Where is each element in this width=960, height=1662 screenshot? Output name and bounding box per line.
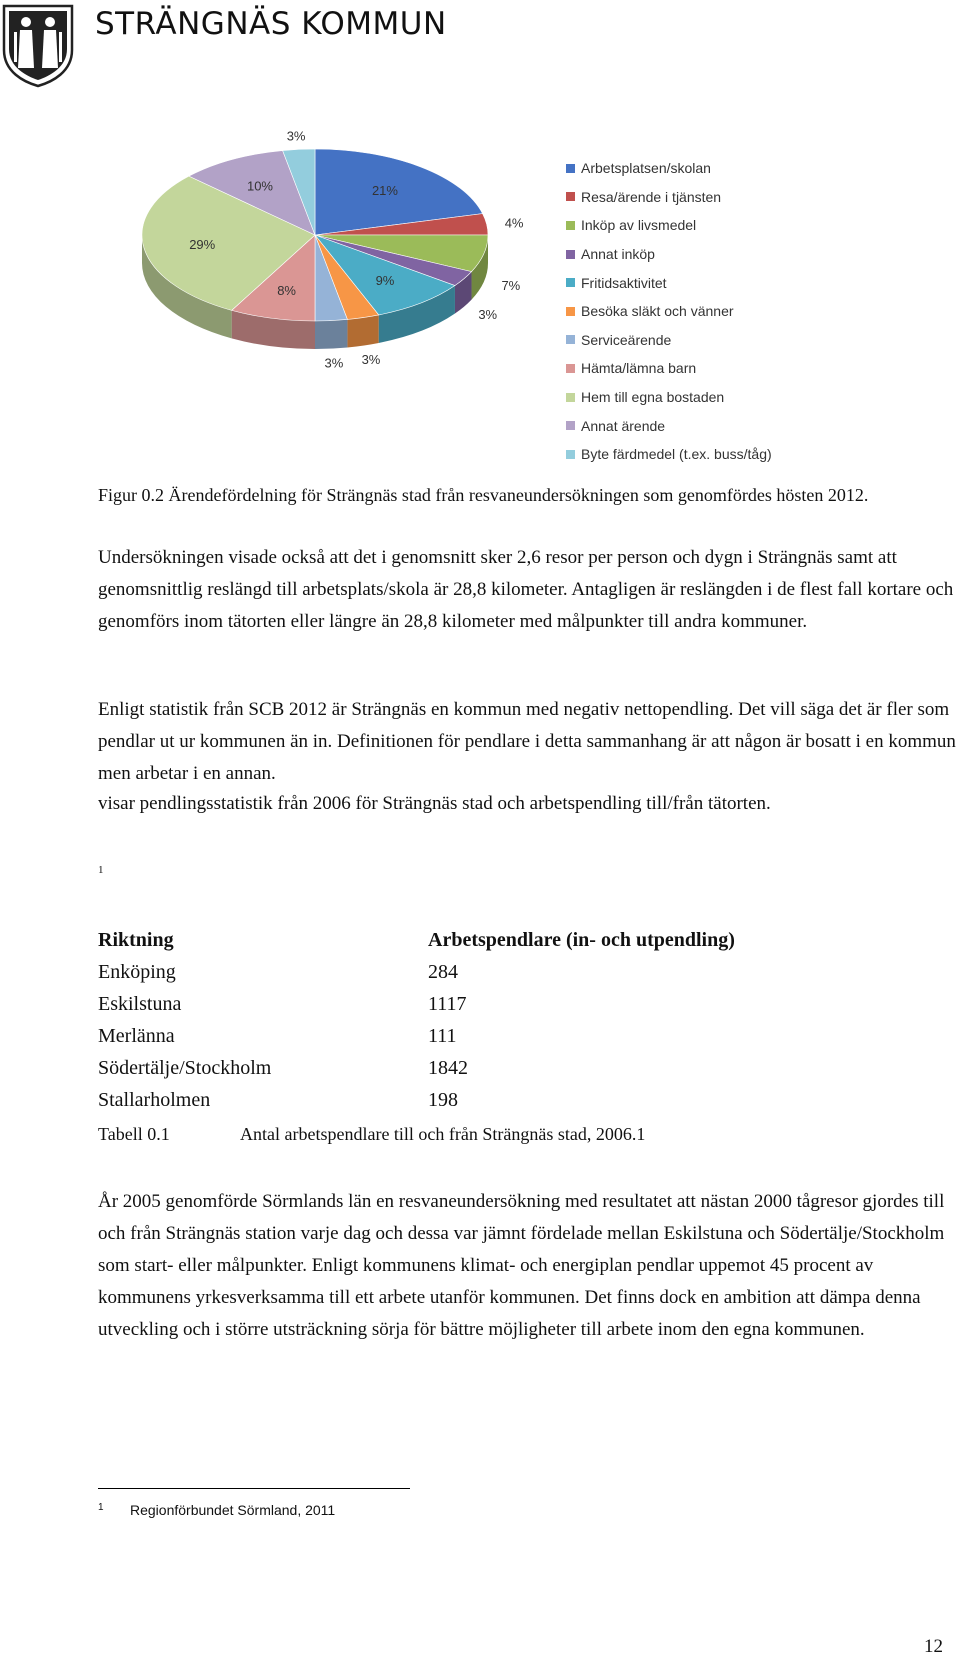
- legend-swatch: [566, 421, 575, 430]
- pie-data-label: 29%: [189, 236, 216, 252]
- commuter-table: [98, 924, 735, 1116]
- paragraph-commuting: Enligt statistik från SCB 2012 är Strängnäs en kommun med negativ nettopendling. Det vill säga det är fler som pendlar ut ur kommunen än in. Definitionen för pendlare i detta sammanhang är att någon är bosatt i en kommun men arbetar i en annan.: [98, 699, 956, 784]
- legend-swatch: [566, 450, 575, 459]
- footnote-divider: [98, 1488, 410, 1489]
- pie-data-label: 10%: [246, 178, 274, 194]
- legend-label: Hem till egna bostaden: [581, 389, 725, 406]
- legend-item: [566, 268, 772, 297]
- pie-data-label: 3%: [478, 306, 498, 322]
- pie-slice-side: [347, 315, 378, 348]
- legend-item: [566, 211, 772, 240]
- legend-item: [566, 297, 772, 326]
- page-number: 12: [924, 1636, 943, 1657]
- paragraph-statistics: visar pendlingsstatistik från 2006 för Strängnäs stad och arbetspendling till/från tätorten.: [98, 793, 771, 814]
- table-cell-count: 1842: [428, 1056, 468, 1079]
- table-cell-count: 111: [428, 1024, 457, 1047]
- legend-label: Annat ärende: [581, 417, 666, 434]
- municipal-coat-of-arms-icon: [0, 2, 76, 88]
- legend-label: Resa/ärende i tjänsten: [581, 188, 722, 205]
- legend-item: [566, 354, 772, 383]
- legend-swatch: [566, 364, 575, 373]
- table-row: [98, 1084, 735, 1116]
- pie-data-label: 7%: [501, 277, 521, 293]
- paragraph-survey-2005: År 2005 genomförde Sörmlands län en resvaneundersökning med resultatet att nästan 2000 tågresor gjordes till och från Strängnäs station varje dag och dessa var jämnt fördelade mellan Eskilstuna och Södertälje/Stockholm som start- eller målpunkter. Enligt kommunens klimat- och energiplan pendlar uppemot 45 procent av kommunens yrkesverksamma till ett arbete utanför kommunen. Det finns dock en ambition att dämpa denna utveckling och i större utsträckning sörja för bättre möjligheter till arbete inom den egna kommunen.: [98, 1191, 945, 1340]
- table-row: [98, 956, 735, 988]
- table-row: [98, 1052, 735, 1084]
- table-cell-count: 284: [428, 960, 458, 983]
- legend-swatch: [566, 192, 575, 201]
- legend-swatch: [566, 250, 575, 259]
- legend-item: [566, 183, 772, 212]
- legend-label: Hämta/lämna barn: [581, 360, 697, 377]
- pie-slice-side: [315, 319, 347, 349]
- legend-label: Serviceärende: [581, 331, 672, 348]
- pie-data-label: 21%: [371, 183, 398, 199]
- figure-caption: Figur 0.2 Ärendefördelning för Strängnäs stad från resvaneundersökningen som genomfördes hösten 2012.: [98, 485, 869, 505]
- legend-label: Annat inköp: [581, 246, 655, 263]
- table-cell-count: 198: [428, 1088, 458, 1111]
- legend-label: Byte färdmedel (t.ex. buss/tåg): [581, 446, 772, 463]
- pie-data-label: 4%: [504, 215, 524, 231]
- legend-item: [566, 411, 772, 440]
- table-header-row: [98, 924, 735, 956]
- table-caption: [98, 1124, 645, 1145]
- pie-data-label: 3%: [361, 351, 381, 367]
- footnote-reference: 1: [98, 864, 104, 876]
- table-cell-count: 1117: [428, 992, 467, 1015]
- legend-swatch: [566, 278, 575, 287]
- brand-name: STRÄNGNÄS KOMMUN: [95, 6, 447, 42]
- table-header-cell: Riktning: [98, 928, 174, 951]
- table-header-cell: Arbetspendlare (in- och utpendling): [428, 928, 735, 951]
- legend-swatch: [566, 335, 575, 344]
- table-caption-text: Antal arbetspendlare till och från Strängnäs stad, 2006.1: [240, 1124, 646, 1144]
- legend-item: [566, 240, 772, 269]
- legend-item: [566, 154, 772, 183]
- chart-legend: [566, 154, 772, 469]
- legend-item: [566, 326, 772, 355]
- table-cell-direction: Eskilstuna: [98, 992, 182, 1015]
- table-cell-direction: Södertälje/Stockholm: [98, 1056, 272, 1079]
- table-caption-label: Tabell 0.1: [98, 1124, 170, 1144]
- table-cell-direction: Stallarholmen: [98, 1088, 211, 1111]
- legend-item: [566, 383, 772, 412]
- legend-label: Inköp av livsmedel: [581, 217, 697, 234]
- legend-item: [566, 440, 772, 469]
- legend-swatch: [566, 307, 575, 316]
- pie-chart-svg: [130, 128, 550, 400]
- table-row: [98, 988, 735, 1020]
- legend-swatch: [566, 164, 575, 173]
- legend-label: Fritidsaktivitet: [581, 274, 667, 291]
- pie-data-label: 3%: [324, 355, 344, 371]
- footnote-text: Regionförbundet Sörmland, 2011: [130, 1502, 336, 1518]
- table-cell-direction: Enköping: [98, 960, 176, 983]
- footnote-number: 1: [98, 1502, 104, 1513]
- legend-label: Arbetsplatsen/skolan: [581, 160, 711, 177]
- page-header: [0, 0, 960, 90]
- pie-data-label: 9%: [375, 272, 395, 288]
- paragraph-survey: Undersökningen visade också att det i genomsnitt sker 2,6 resor per person och dygn i Strängnäs samt att genomsnittlig reslängd till arbetsplats/skola är 28,8 kilometer. Antagligen är reslängden i de flest fall kortare och genomförs inom tätorten eller längre än 28,8 kilometer med målpunkter till andra kommuner.: [98, 547, 954, 632]
- legend-swatch: [566, 221, 575, 230]
- pie-data-label: 8%: [277, 282, 297, 298]
- footnote: [98, 1502, 335, 1518]
- pie-data-label: 3%: [286, 128, 306, 144]
- table-row: [98, 1020, 735, 1052]
- table-cell-direction: Merlänna: [98, 1024, 175, 1047]
- legend-label: Besöka släkt och vänner: [581, 303, 734, 320]
- legend-swatch: [566, 393, 575, 402]
